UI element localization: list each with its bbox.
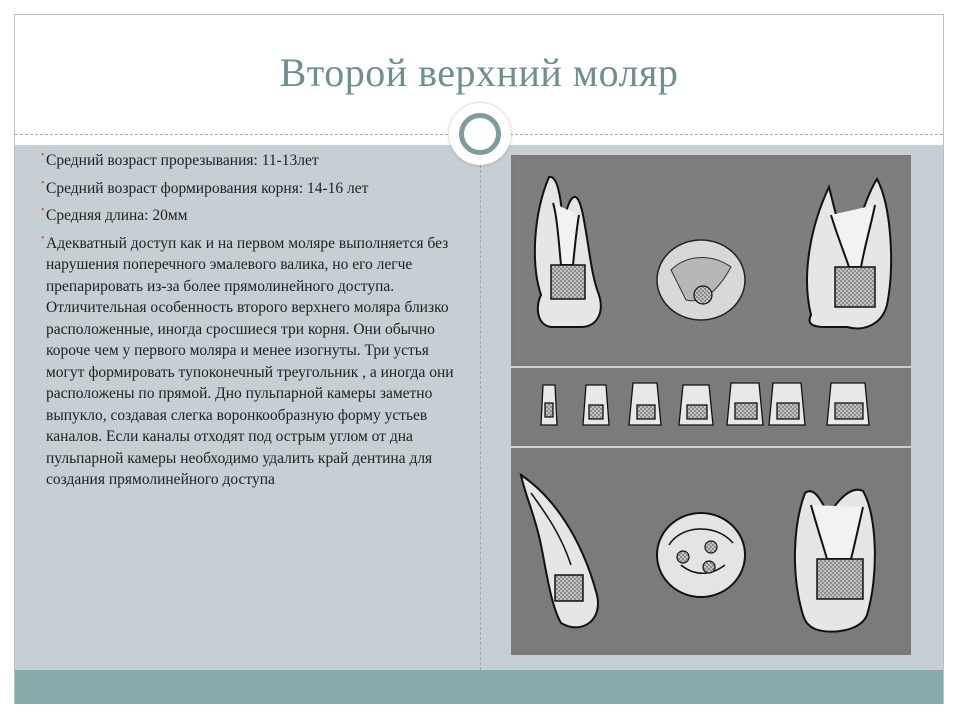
footer-bar [15, 670, 943, 704]
tooth-occlusal-view-top [657, 240, 745, 320]
bullet-list [41, 150, 464, 497]
bullet-item [41, 232, 464, 491]
tooth-diagram-svg [511, 155, 911, 655]
bullet-text: Средний возраст прорезывания: 11-13лет [46, 152, 319, 169]
bullet-dot-icon: • [41, 177, 45, 189]
slide-title: Второй верхний моляр [279, 49, 679, 95]
bullet-text: Средняя длина: 20мм [46, 207, 188, 224]
bullet-dot-icon: • [41, 205, 45, 216]
tooth-illustration [511, 155, 911, 655]
bullet-item [41, 150, 464, 172]
column-divider [480, 145, 481, 670]
bullet-dot-icon: • [41, 150, 45, 161]
bullet-item [41, 177, 464, 200]
tooth-side-view-bottom-right [795, 490, 875, 632]
bullet-text: Средний возраст формирования корня: 14-16 лет [46, 179, 369, 197]
circle-ornament-inner [459, 113, 501, 155]
bullet-dot-icon: • [41, 232, 45, 244]
bullet-text: Адекватный доступ как и на первом моляре выполняется без нарушения поперечного эмалевого валика, но его легче препарировать из-за более прямолинейного доступа. Отличительная особенность второго верхнего моляра близко расположенные, иногда сросшиеся три корня. Они обычно короче чем у первого моляра и менее изогнуты. Три устья могут формировать тупоконечный треугольник , а иногда они расположены по прямой. Дно пульпарной камеры заметно выпукло, создавая слегка воронкообразную форму устьев каналов. Если каналы отходят под острым углом от дна пульпарной камеры необходимо удалить край дентина для создания прямолинейного доступа [46, 234, 454, 488]
tooth-occlusal-view-bottom [657, 513, 745, 597]
bullet-item [41, 205, 464, 227]
